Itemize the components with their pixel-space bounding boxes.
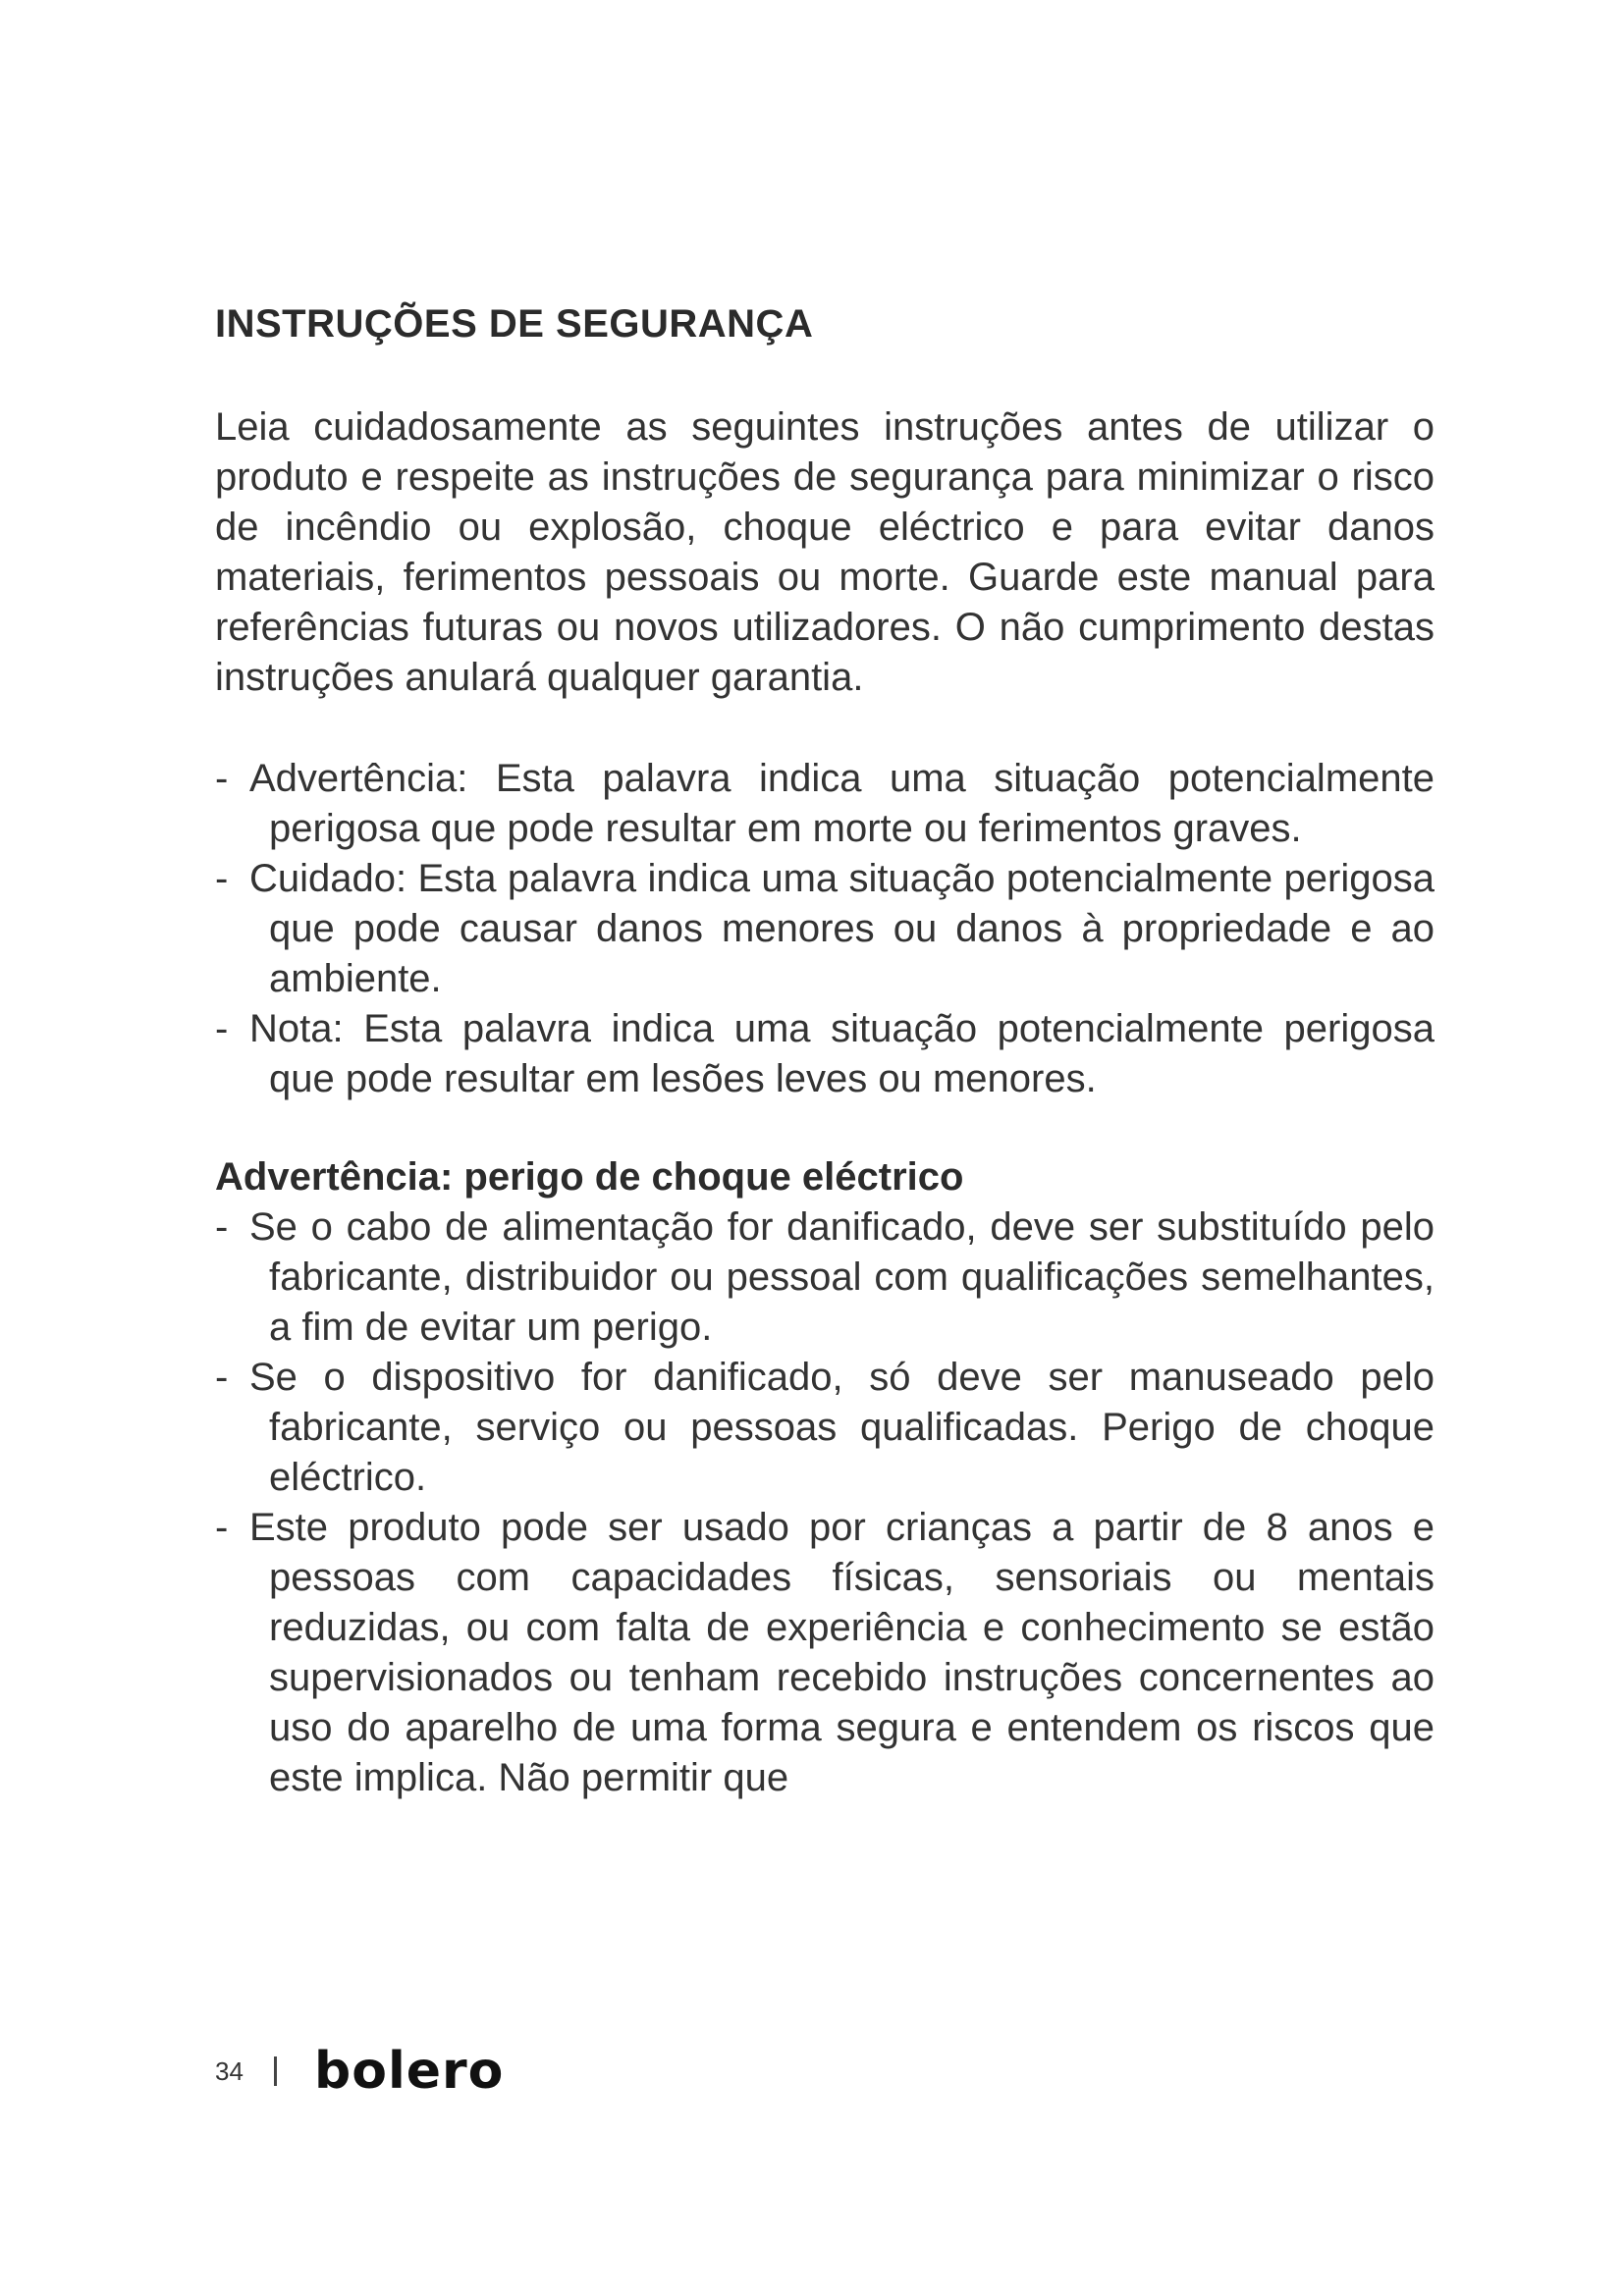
definitions-list [215,754,1435,1104]
list-item-text: Se o dispositivo for danificado, só deve ser manuseado pelo fabricante, serviço ou pessoas qualificadas. Perigo de choque eléctrico. [249,1356,1435,1499]
brand-logo: bolero [314,2042,505,2101]
list-item-text: Este produto pode ser usado por crianças a partir de 8 anos e pessoas com capacidades físicas, sensoriais ou mentais reduzidas, ou com falta de experiência e conhecimento se estão supervisionados ou tenham recebido instruções concernentes ao uso do aparelho de uma forma segura e entendem os riscos que este implica. Não permitir que [249,1506,1435,1799]
list-item-text: Nota: Esta palavra indica uma situação potencialmente perigosa que pode resultar em lesões leves ou menores. [249,1007,1435,1100]
list-dash: - [215,757,229,800]
list-item [215,1202,1435,1353]
list-item [215,1503,1435,1803]
footer-separator [274,2056,277,2086]
list-item [215,1004,1435,1104]
list-item-text: Cuidado: Esta palavra indica uma situação potencialmente perigosa que pode causar danos menores ou danos à propriedade e ao ambiente. [249,857,1435,1000]
page-footer [215,2042,504,2101]
content-area [215,294,1435,1803]
list-item [215,754,1435,854]
list-dash: - [215,1205,229,1249]
list-dash: - [215,1356,229,1399]
warning-heading: Advertência: perigo de choque eléctrico [215,1155,964,1199]
list-item [215,854,1435,1004]
list-item [215,1353,1435,1503]
list-dash: - [215,1007,229,1050]
page-number: 34 [215,2056,244,2086]
warnings-list [215,1202,1435,1803]
list-dash: - [215,857,229,900]
list-dash: - [215,1506,229,1549]
list-item-text: Se o cabo de alimentação for danificado, deve ser substituído pelo fabricante, distribuidor ou pessoal com qualificações semelhantes, a fim de evitar um perigo. [249,1205,1435,1349]
list-item-text: Advertência: Esta palavra indica uma situação potencialmente perigosa que pode resultar em morte ou ferimentos graves. [249,757,1435,850]
intro-paragraph: Leia cuidadosamente as seguintes instruções antes de utilizar o produto e respeite as instruções de segurança para minimizar o risco de incêndio ou explosão, choque eléctrico e para evitar danos materiais, ferimentos pessoais ou morte. Guarde este manual para referências futuras ou novos utilizadores. O não cumprimento destas instruções anulará qualquer garantia. [215,405,1435,699]
section-title: INSTRUÇÕES DE SEGURANÇA [215,302,814,346]
